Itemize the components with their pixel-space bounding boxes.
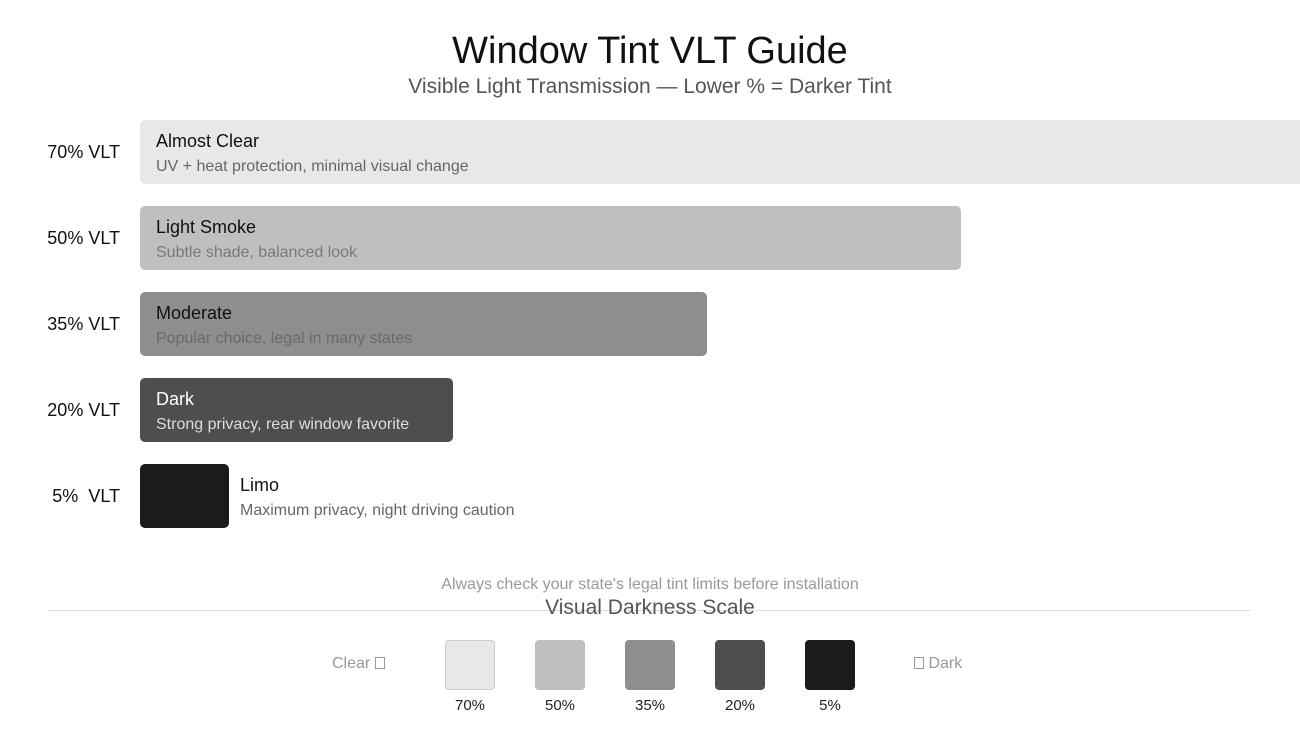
scale-clear-label	[332, 654, 385, 674]
scale-title: Visual Darkness Scale	[545, 596, 755, 619]
legal-note: Always check your state's legal tint limits before installation	[441, 576, 859, 593]
scale-swatch-label: 20%	[724, 697, 756, 714]
bar-category-label: 50% VLT	[47, 228, 120, 248]
bar-row	[0, 120, 1300, 184]
bar-text	[240, 474, 514, 522]
bar-row	[0, 378, 1300, 442]
bar-row	[0, 292, 1300, 356]
scale-dark-label	[914, 654, 962, 674]
chart-subtitle: Visible Light Transmission — Lower % = Darker Tint	[408, 75, 892, 98]
scale-swatch	[625, 640, 675, 690]
scale-swatch	[805, 640, 855, 690]
bar	[140, 464, 229, 528]
bar-description: Subtle shade, balanced look	[156, 244, 358, 261]
scale-clear-text: Clear	[332, 655, 371, 672]
square-icon	[375, 657, 385, 669]
scale-swatch	[715, 640, 765, 690]
bar-name: Limo	[240, 475, 280, 495]
bar-row	[0, 206, 1300, 270]
square-icon	[914, 657, 924, 669]
bar-name: Moderate	[156, 303, 233, 323]
scale-swatch-label: 5%	[819, 697, 841, 714]
bar-description: Maximum privacy, night driving caution	[240, 502, 515, 519]
bar-category-label: 70% VLT	[47, 142, 120, 162]
scale-swatch	[445, 640, 495, 690]
bar-category-label: 35% VLT	[47, 314, 120, 334]
chart-title: Window Tint VLT Guide	[452, 30, 848, 72]
scale-dark-text: Dark	[928, 655, 963, 672]
scale-swatch	[535, 640, 585, 690]
bar-category-label: 20% VLT	[47, 400, 120, 420]
bar-text	[156, 130, 469, 178]
bar-row	[0, 464, 1300, 528]
bar-name: Dark	[156, 389, 195, 409]
bar-name: Light Smoke	[156, 217, 257, 237]
scale-swatch-label: 35%	[634, 697, 666, 714]
scale-swatch-label: 50%	[544, 697, 576, 714]
bar-text	[156, 302, 412, 350]
bar-description: Popular choice, legal in many states	[156, 330, 413, 347]
scale-swatch-label: 70%	[454, 697, 486, 714]
bar-description: Strong privacy, rear window favorite	[156, 416, 410, 433]
bar-description: UV + heat protection, minimal visual change	[156, 158, 469, 175]
bar-category-label: 5% VLT	[52, 486, 120, 506]
bar-text	[156, 388, 409, 436]
bar-text	[156, 216, 357, 264]
bar-name: Almost Clear	[156, 131, 260, 151]
